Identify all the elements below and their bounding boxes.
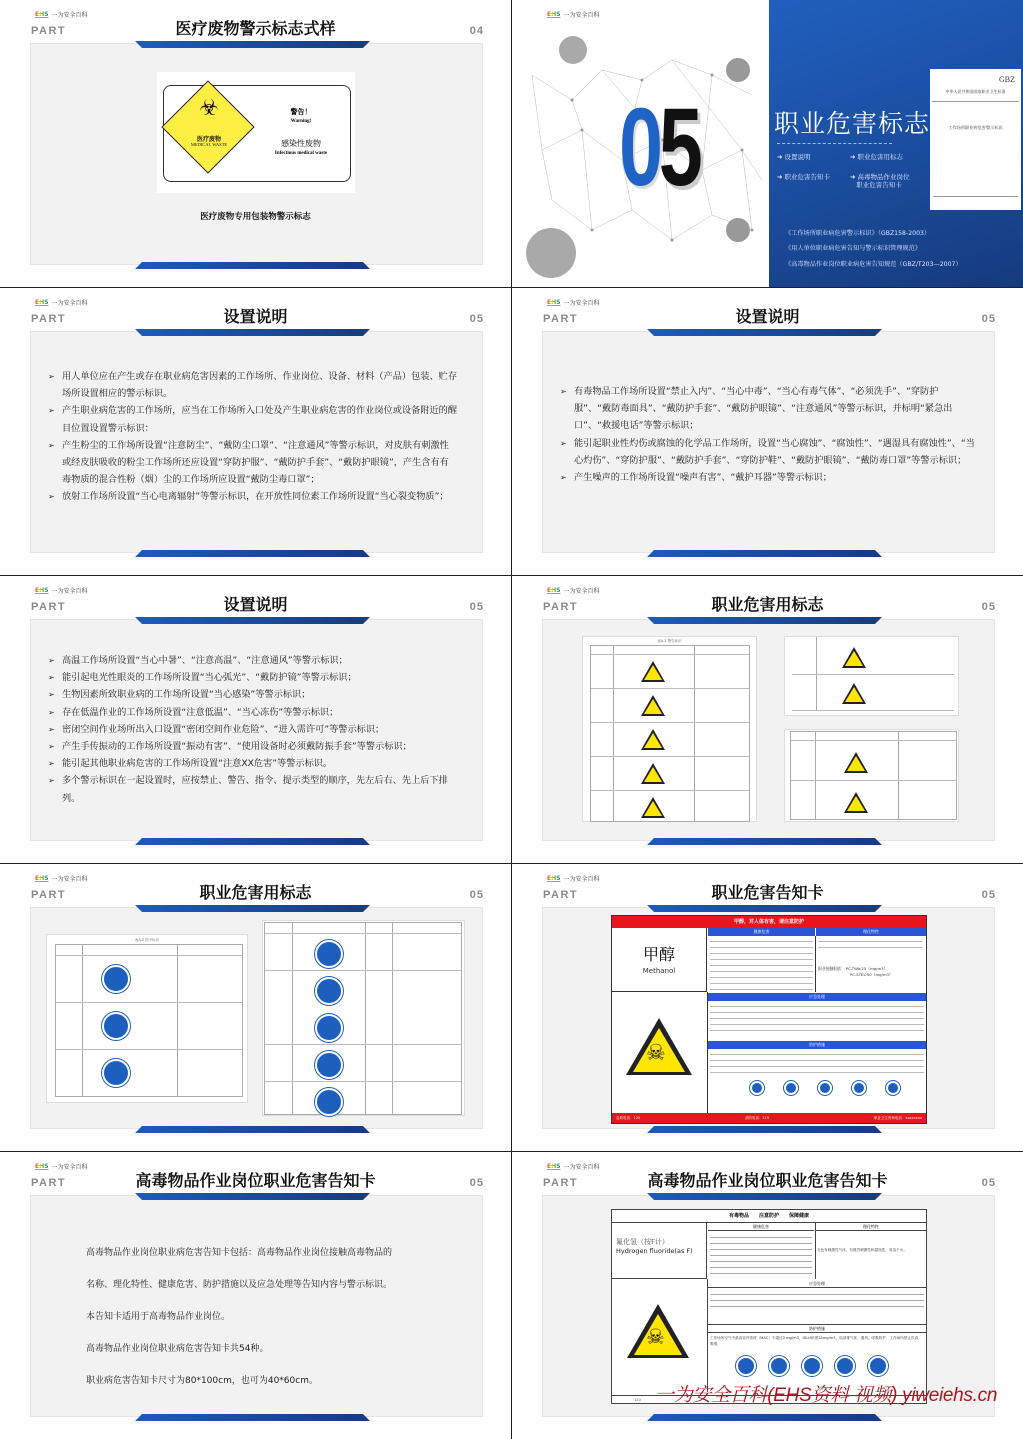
sign-caption: 医疗废物专用包装物警示标志 — [200, 212, 311, 222]
slide-title: 职业危害用标志 — [199, 883, 312, 902]
logo: EHS 一为安全百科 — [547, 587, 600, 595]
logo: EHS 一为安全百科 — [35, 299, 88, 307]
slide-section-cover[interactable] — [512, 0, 1023, 287]
bullet-list — [48, 368, 458, 506]
part-number: 05 — [469, 889, 484, 901]
title-bar — [135, 41, 370, 48]
ppe-icons — [736, 1356, 888, 1376]
slide-medical-waste[interactable] — [0, 0, 511, 287]
wear-gloves-icon — [315, 977, 343, 1005]
part-label: PART — [543, 889, 579, 901]
logo: EHS 一为安全百科 — [547, 875, 600, 883]
props-text — [818, 938, 922, 950]
warning-high-temp-icon — [842, 683, 866, 704]
slide-warning-signs[interactable] — [512, 576, 1023, 863]
exposure-limits: 职业接触限值： PC-TWA:25（mg/m3） PC-STEL:50（mg/m3） — [818, 966, 893, 977]
slide-title: 设置说明 — [223, 595, 288, 614]
part-label: PART — [31, 889, 67, 901]
bottom-bar — [647, 838, 882, 845]
biohazard-icon: ☣ — [199, 96, 219, 121]
slide-title: 高毒物品作业岗位职业危害告知卡 — [647, 1171, 888, 1190]
bullet-item: ➢ 多个警示标识在一起设置时，应按禁止、警告、指令、提示类型的顺序，先左后右、先上后下排列。 — [48, 772, 458, 806]
protect-text — [710, 1051, 924, 1075]
part-number: 05 — [469, 313, 484, 325]
health-text — [710, 1234, 812, 1276]
warning-noise-icon — [844, 792, 868, 813]
logo: EHS 一为安全百科 — [547, 11, 600, 19]
slide-setup-2[interactable] — [512, 288, 1023, 575]
wear-earmuffs-icon — [315, 940, 343, 968]
menu-item-signs[interactable]: ➜ 职业危害用标志 — [850, 153, 904, 161]
divider — [777, 143, 892, 144]
slide-title: 职业危害告知卡 — [711, 883, 824, 902]
wear-goggles-icon — [102, 965, 130, 993]
wear-goggles-icon — [736, 1356, 756, 1376]
bottom-bar — [647, 1126, 882, 1133]
title-bar — [135, 905, 370, 912]
skull-icon: ☠ — [646, 1041, 666, 1066]
bullet-item: ➢ 生物因素所致职业病的工作场所设置“当心感染”等警示标识； — [48, 686, 458, 703]
warning-toxic-icon — [641, 661, 665, 682]
title-bar — [647, 329, 882, 336]
chemical-name: 甲醇 Methanol — [612, 928, 707, 992]
warning-sign-table-3 — [784, 729, 959, 822]
warning-toxic-gas-icon — [641, 763, 665, 784]
part-number: 05 — [981, 313, 996, 325]
menu-item-setup[interactable]: ➜ 设置说明 — [777, 153, 811, 161]
title-bar — [647, 905, 882, 912]
part-label: PART — [543, 1177, 579, 1189]
wear-mask-icon — [102, 1059, 130, 1087]
intro-text: 高毒物品作业岗位职业病危害告知卡包括：高毒物品作业岗位接触高毒物品的 名称、理化特性、健康危害、防护措施以及应急处理等告知内容与警示标识。 本告知卡适用于高毒物品作业岗位。 高毒物品作业岗位职业病危害告知卡共54种。 职业病危害告知卡尺寸为80*100cm，也可为40*60cm。 — [86, 1248, 393, 1386]
bottom-bar — [135, 838, 370, 845]
part-label: PART — [31, 1177, 67, 1189]
bullet-item: ➢ 放射工作场所设置“当心电离辐射”等警示标识，在开放性同位素工作场所设置“当心裂变物质”； — [48, 488, 458, 505]
bullet-list — [560, 383, 975, 486]
ppe-icons — [750, 1081, 900, 1095]
wear-suit-icon — [802, 1356, 822, 1376]
bullet-item: ➢ 产生手传振动的工作场所设置“振动有害”、“使用设备时必须戴防振手套”等警示标识； — [48, 738, 458, 755]
part-number: 05 — [981, 1177, 996, 1189]
decor-circle — [559, 36, 587, 64]
wear-gloves-icon — [835, 1356, 855, 1376]
warning-sign-table-1: 表A.2 警告标识 — [582, 636, 757, 822]
wear-gloves-icon — [852, 1081, 866, 1095]
bullet-item: ➢ 密闭空间作业场所出入口设置“密闭空间作业危险”、“进入需许可”等警示标识； — [48, 721, 458, 738]
health-text — [710, 938, 813, 990]
skull-icon: ☠ — [646, 1325, 665, 1349]
wear-boots-icon — [315, 1014, 343, 1042]
decor-circle — [526, 228, 576, 278]
wear-suit-icon — [818, 1081, 832, 1095]
bullet-item: ➢ 能引起职业性灼伤或腐蚀的化学品工作场所，设置“当心腐蚀”、“腐蚀性”、“遇湿具有腐蚀性”、“当心灼伤”、“穿防护服”、“戴防护手套”、“穿防护鞋”、“戴防护眼镜”、“戴防毒口罩”等警示标识； — [560, 435, 975, 469]
wear-respirator-icon — [769, 1356, 789, 1376]
slide-toxic-card-intro[interactable] — [0, 1152, 511, 1439]
warning-sign-table-2 — [784, 636, 959, 716]
standard-document-cover: GBZ 中华人民共和国国家职业卫生标准 工作场所职业病危害警示标识 — [930, 69, 1021, 210]
bullet-item: ➢ 产生噪声的工作场所设置“噪声有害”、“戴护耳器”等警示标识； — [560, 469, 975, 486]
wear-goggles-icon — [750, 1081, 764, 1095]
wear-respirator-icon — [102, 1012, 130, 1040]
watermark: 一为安全百科(EHS资料 视频) yiweiehs.cn — [655, 1385, 998, 1406]
logo: EHS 一为安全百科 — [547, 1163, 600, 1171]
section-number: 05 — [619, 86, 699, 209]
bullet-item: ➢ 用人单位应在产生或存在职业病危害因素的工作场所、作业岗位、设备、材料（产品）包装、贮存场所设置相应的警示标识。 — [48, 368, 458, 402]
bottom-bar — [135, 550, 370, 557]
part-number: 05 — [981, 601, 996, 613]
emergency-text — [710, 1291, 924, 1309]
title-bar — [135, 1193, 370, 1200]
mandatory-sign-table-1: 表A.3 指令标识 — [46, 934, 248, 1103]
decor-circle — [726, 58, 750, 82]
bullet-item: ➢ 存在低温作业的工作场所设置“注意低温”、“当心冻伤”等警示标识； — [48, 704, 458, 721]
slide-mandatory-signs[interactable] — [0, 864, 511, 1151]
bottom-bar — [135, 1126, 370, 1133]
emergency-text — [710, 1003, 924, 1033]
logo: EHS 一为安全百科 — [35, 1163, 88, 1171]
title-bar — [135, 329, 370, 336]
hazard-card: 有毒物品 注意防护 保障健康 氟化氢（按F计） Hydrogen fluoride(as F) 健康危害 理化特性 无色有刺激性气体，有强烈刺激性和腐蚀性，易溶于水。 应急处理 防护措施 工作场所空气中最高容许浓度（MAC）不超过2 mg/m3，IDLH浓度25mg/m3，局部排气体，通风，呼吸防护，工作场所禁止饮食，吸烟。 ☠ 120 — [611, 1209, 927, 1404]
part-label: PART — [31, 25, 67, 37]
bottom-bar — [647, 1414, 882, 1421]
cover-left — [512, 0, 769, 287]
part-label: PART — [31, 601, 67, 613]
part-number: 04 — [469, 25, 484, 37]
chemical-name: 氟化氢（按F计） Hydrogen fluoride(as F) — [612, 1223, 707, 1279]
wear-mask-icon — [886, 1081, 900, 1095]
logo: EHS 一为安全百科 — [35, 875, 88, 883]
mandatory-sign-table-2 — [262, 920, 465, 1116]
warning-heat-icon — [842, 647, 866, 668]
logo: EHS 一为安全百科 — [547, 299, 600, 307]
logo: EHS 一为安全百科 — [35, 587, 88, 595]
bullet-item: ➢ 有毒物品工作场所设置“禁止入内”、“当心中毒”、“当心有毒气体”、“必须洗手”、“穿防护服”、“戴防毒面具”、“戴防护手套”、“戴防护眼镜”、“注意通风”等警示标识，并标明“紧急出口”、“救援电话”等警示标识； — [560, 383, 975, 435]
part-number: 05 — [981, 889, 996, 901]
slide-title: 设置说明 — [223, 307, 288, 326]
wear-suit-icon — [315, 1051, 343, 1079]
ventilation-icon — [315, 1088, 343, 1116]
slide-title: 医疗废物警示标志式样 — [175, 19, 336, 38]
warning-toxic-gas-icon — [844, 752, 868, 773]
part-label: PART — [543, 313, 579, 325]
slide-title: 高毒物品作业岗位职业危害告知卡 — [135, 1171, 376, 1190]
slide-methanol-card[interactable] — [512, 864, 1023, 1151]
bottom-bar — [135, 1414, 370, 1421]
logo: EHS 一为安全百科 — [35, 11, 88, 19]
wear-mask-icon — [868, 1356, 888, 1376]
slide-title: 设置说明 — [735, 307, 800, 326]
warning-sign-image: ☣ 医疗废物 MEDICAL WASTE 警告！ Warning! 感染性废物 Infectious medical waste — [157, 72, 355, 193]
menu-item-toxic-card[interactable]: ➜ 高毒物品作业岗位 职业危害告知卡 — [850, 173, 910, 189]
warning-radiation-icon — [641, 797, 665, 818]
reference-2: 《用人单位职业病危害告知与警示标识管理规范》 — [785, 245, 922, 252]
slide-title: 职业危害用标志 — [711, 595, 824, 614]
bottom-bar — [647, 550, 882, 557]
decor-circle — [726, 218, 750, 242]
part-label: PART — [543, 601, 579, 613]
warning-infection-icon — [641, 729, 665, 750]
hazard-card: 甲醇，对人体有害，请注意防护 甲醇 Methanol 健康危害 理化特性 职业接触限值： PC-TWA:25（mg/m3） PC-STEL:50（mg/m3） 应急处理 防护措施 ☠ 急救电话：120 消防电话：119 职业卫生咨询电话：xxxxxxxx — [611, 915, 927, 1124]
bullet-item: ➢ 能引起电光性眼炎的工作场所设置“当心弧光”、“戴防护镜”等警示标识； — [48, 669, 458, 686]
bullet-item: ➢ 能引起其他职业病危害的工作场所设置“注意XX危害”等警示标识。 — [48, 755, 458, 772]
card-footer: 急救电话：120 消防电话：119 职业卫生咨询电话：xxxxxxxx — [612, 1113, 926, 1123]
section-title: 职业危害标志 — [774, 109, 931, 138]
part-number: 05 — [469, 1177, 484, 1189]
title-bar — [647, 617, 882, 624]
menu-item-card[interactable]: ➜ 职业危害告知卡 — [777, 173, 831, 181]
reference-3: 《高毒物品作业岗位职业病危害告知规范（GBZ/T203—2007） — [785, 261, 962, 268]
warning-corrosion-icon — [641, 695, 665, 716]
bottom-bar — [135, 262, 370, 269]
part-label: PART — [31, 313, 67, 325]
bullet-item: ➢ 高温工作场所设置“当心中暑”、“注意高温”、“注意通风”等警示标识； — [48, 652, 458, 669]
slide-setup-3[interactable] — [0, 576, 511, 863]
bullet-list — [48, 652, 458, 807]
bullet-item: ➢ 产生职业病危害的工作场所，应当在工作场所入口处及产生职业病危害的作业岗位或设备附近的醒目位置设置警示标识： — [48, 402, 458, 436]
part-number: 05 — [469, 601, 484, 613]
title-bar — [647, 1193, 882, 1200]
reference-1: 《工作场所职业病危害警示标识》（GBZ158-2003） — [785, 230, 931, 237]
slide-setup-1[interactable] — [0, 288, 511, 575]
bullet-item: ➢ 产生粉尘的工作场所设置“注意防尘”、“戴防尘口罩”、“注意通风”等警示标识，对皮肤有刺激性或经皮肤吸收的粉尘工作场所还应设置“穿防护服”、“戴防护手套”、“戴防护眼镜”，产生含有有毒物质的混合性粉（烟）尘的工作场所应设置“戴防尘毒口罩”； — [48, 437, 458, 489]
wear-respirator-icon — [784, 1081, 798, 1095]
title-bar — [135, 617, 370, 624]
